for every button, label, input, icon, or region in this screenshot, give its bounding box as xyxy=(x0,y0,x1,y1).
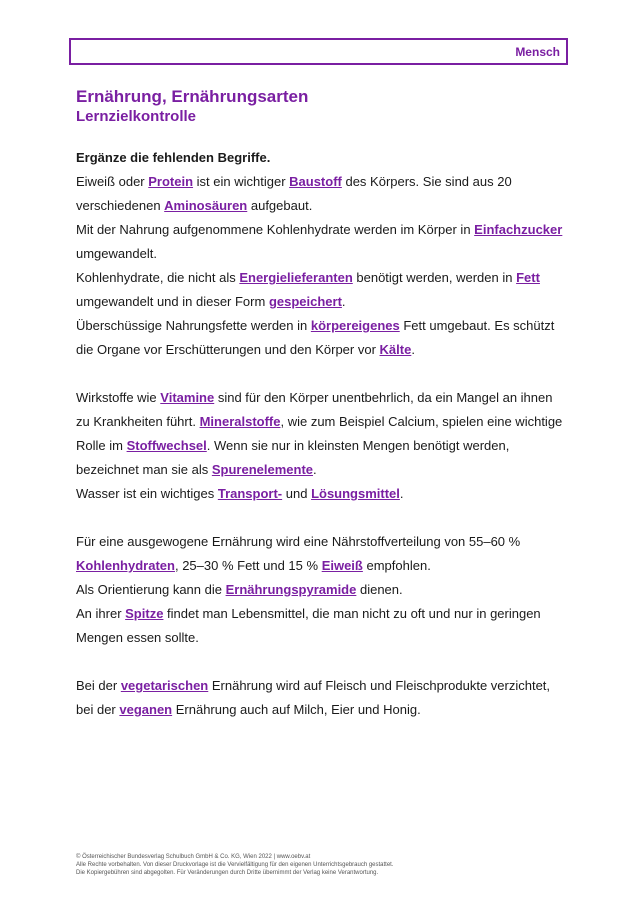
text-segment: . xyxy=(341,294,346,309)
filled-answer: Energielieferanten xyxy=(239,270,353,285)
text-segment: Mit der Nahrung aufgenommene Kohlenhydrate werden im Körper in xyxy=(76,222,475,237)
text-segment: benötigt werden, werden in xyxy=(352,270,517,285)
text-segment: empfohlen. xyxy=(362,558,431,573)
text-line xyxy=(76,554,566,578)
text-line xyxy=(76,290,566,314)
instruction: Ergänze die fehlenden Begriffe. xyxy=(76,150,271,165)
text-segment: Für eine ausgewogene Ernährung wird eine Nährstoffverteilung von 55–60 % xyxy=(76,534,521,549)
paragraph xyxy=(76,170,566,362)
text-segment: , 25–30 % Fett und 15 % xyxy=(174,558,322,573)
filled-answer: Mineralstoffe xyxy=(199,414,281,429)
text-segment: Überschüssige Nahrungsfette werden in xyxy=(76,318,311,333)
filled-answer: veganen xyxy=(119,702,173,717)
text-segment: bezeichnet man sie als xyxy=(76,462,212,477)
worksheet-content xyxy=(76,146,566,722)
text-segment: Ernährung wird auf Fleisch und Fleischprodukte verzichtet, xyxy=(208,678,551,693)
text-line xyxy=(76,530,566,554)
text-segment: . xyxy=(399,486,404,501)
page-subtitle: Lernzielkontrolle xyxy=(76,108,197,125)
text-segment: ist ein wichtiger xyxy=(193,174,290,189)
text-segment: Ernährung auch auf Milch, Eier und Honig. xyxy=(172,702,421,717)
text-segment: und xyxy=(282,486,312,501)
text-line xyxy=(76,266,566,290)
text-line xyxy=(76,458,566,482)
filled-answer: Lösungsmittel xyxy=(311,486,400,501)
paragraph xyxy=(76,386,566,506)
footer xyxy=(76,853,576,877)
text-segment: dienen. xyxy=(356,582,403,597)
text-segment: findet man Lebensmittel, die man nicht zu oft und nur in geringen xyxy=(163,606,541,621)
text-segment: die Organe vor Erschütterungen und den Körper vor xyxy=(76,342,380,357)
text-segment: Wasser ist ein wichtiges xyxy=(76,486,218,501)
text-line xyxy=(76,338,566,362)
text-line xyxy=(76,386,566,410)
filled-answer: gespeichert xyxy=(268,294,342,309)
text-line xyxy=(76,170,566,194)
filled-answer: Aminosäuren xyxy=(164,198,248,213)
text-segment: Kohlenhydrate, die nicht als xyxy=(76,270,240,285)
text-segment: Mengen essen sollte. xyxy=(76,630,199,645)
text-segment: . xyxy=(411,342,415,357)
text-segment: Rolle im xyxy=(76,438,127,453)
text-line xyxy=(76,674,566,698)
text-line xyxy=(76,410,566,434)
filled-answer: Stoffwechsel xyxy=(126,438,207,453)
text-line xyxy=(76,314,566,338)
filled-answer: Baustoff xyxy=(289,174,342,189)
footer-line: © Österreichischer Bundesverlag Schulbuch GmbH & Co. KG, Wien 2022 | www.oebv.at xyxy=(76,854,311,860)
page-title: Ernährung, Ernährungsarten xyxy=(76,87,309,106)
paragraphs xyxy=(76,170,566,722)
text-line xyxy=(76,218,566,242)
filled-answer: Spitze xyxy=(125,606,164,621)
text-segment: des Körpers. Sie sind aus 20 xyxy=(341,174,512,189)
filled-answer: Transport- xyxy=(217,486,283,501)
filled-answer: Kälte xyxy=(379,342,412,357)
filled-answer: Eiweiß xyxy=(321,558,363,573)
header-box xyxy=(69,38,568,65)
filled-answer: Fett xyxy=(516,270,540,285)
paragraph xyxy=(76,674,566,722)
filled-answer: Ernährungspyramide xyxy=(225,582,357,597)
paragraph xyxy=(76,530,566,650)
text-line xyxy=(76,602,566,626)
footer-line: Die Kopiergebühren sind abgegolten. Für Veränderungen durch Dritte übernimmt der Verlag keine Verantwortung. xyxy=(76,870,379,876)
text-segment: Wirkstoffe wie xyxy=(76,390,161,405)
text-segment: aufgebaut. xyxy=(247,198,313,213)
text-segment: umgewandelt. xyxy=(76,246,157,261)
text-line xyxy=(76,578,566,602)
text-line xyxy=(76,482,566,506)
text-segment: Fett umgebaut. Es schützt xyxy=(399,318,555,333)
footer-line: Alle Rechte vorbehalten. Von dieser Druckvorlage ist die Vervielfältigung für den eigenen Unterrichtsgebrauch gestattet. xyxy=(76,862,394,868)
header-label: Mensch xyxy=(515,45,560,59)
filled-answer: Vitamine xyxy=(160,390,215,405)
text-line xyxy=(76,698,566,722)
text-segment: sind für den Körper unentbehrlich, da ein Mangel an ihnen xyxy=(214,390,553,405)
text-line xyxy=(76,194,566,218)
text-segment: Als Orientierung kann die xyxy=(76,582,226,597)
text-segment: bei der xyxy=(76,702,120,717)
filled-answer: Spurenelemente xyxy=(211,462,314,477)
text-segment: zu Krankheiten führt. xyxy=(76,414,200,429)
text-line xyxy=(76,626,566,650)
text-segment: verschiedenen xyxy=(76,198,165,213)
text-segment: umgewandelt und in dieser Form xyxy=(76,294,269,309)
text-segment: , wie zum Beispiel Calcium, spielen eine wichtige xyxy=(280,414,563,429)
text-line xyxy=(76,434,566,458)
filled-answer: Einfachzucker xyxy=(474,222,563,237)
text-segment: An ihrer xyxy=(76,606,126,621)
text-line xyxy=(76,242,566,266)
text-segment: . Wenn sie nur in kleinsten Mengen benötigt werden, xyxy=(206,438,510,453)
filled-answer: Protein xyxy=(148,174,194,189)
text-segment: Bei der xyxy=(76,678,121,693)
filled-answer: körpereigenes xyxy=(310,318,400,333)
filled-answer: vegetarischen xyxy=(120,678,209,693)
text-segment: Eiweiß oder xyxy=(76,174,149,189)
filled-answer: Kohlenhydraten xyxy=(76,558,175,573)
text-segment: . xyxy=(313,462,317,477)
